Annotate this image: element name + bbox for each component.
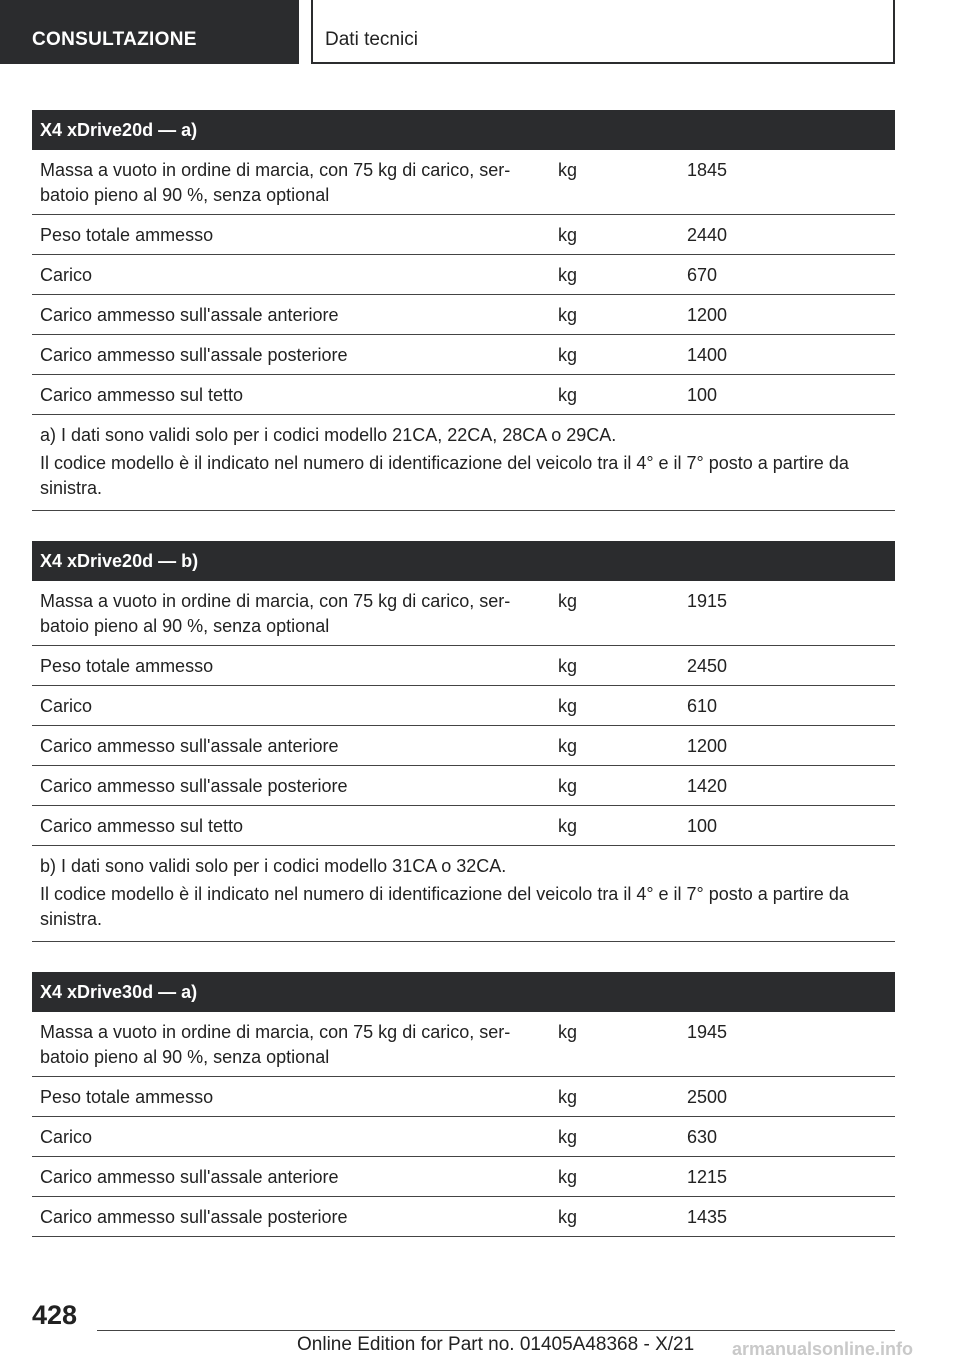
row-unit: kg	[558, 696, 578, 716]
footnote-text: Il codice modello è il indicato nel numero di identificazione del veicolo tra il 4° e il 7° posto a partire da sinistra.	[40, 884, 849, 929]
row-unit: kg	[558, 1167, 578, 1187]
spec-table	[32, 972, 895, 1237]
spec-tables	[32, 110, 895, 1267]
row-label: Massa a vuoto in ordine di marcia, con 75 kg di carico, ser- batoio pieno al 90 %, senza optional	[40, 160, 511, 205]
row-label: Carico ammesso sull'assale posteriore	[40, 1207, 348, 1227]
row-value: 1945	[687, 1022, 728, 1042]
row-value: 1215	[687, 1167, 728, 1187]
table-row	[32, 215, 895, 255]
row-unit: kg	[558, 1087, 578, 1107]
row-unit: kg	[558, 385, 578, 405]
row-label: Carico ammesso sull'assale posteriore	[40, 776, 348, 796]
row-unit: kg	[558, 1127, 578, 1147]
row-label: Carico	[40, 265, 93, 285]
row-value: 670	[687, 265, 718, 285]
row-unit: kg	[558, 591, 578, 611]
table-row	[32, 375, 895, 415]
table-row	[32, 1077, 895, 1117]
row-unit: kg	[558, 225, 578, 245]
row-unit: kg	[558, 305, 578, 325]
row-label: Carico	[40, 696, 93, 716]
row-label: Massa a vuoto in ordine di marcia, con 75 kg di carico, ser- batoio pieno al 90 %, senza optional	[40, 1022, 511, 1067]
row-value: 100	[687, 385, 718, 405]
section-tab	[0, 0, 299, 64]
table-row	[32, 295, 895, 335]
table-title: X4 xDrive20d — b)	[32, 541, 895, 581]
row-unit: kg	[558, 1022, 578, 1042]
table-row	[32, 150, 895, 215]
row-value: 2500	[687, 1087, 728, 1107]
row-label: Peso totale ammesso	[40, 656, 214, 676]
row-unit: kg	[558, 1207, 578, 1227]
chapter-header	[311, 0, 895, 64]
table-row	[32, 1117, 895, 1157]
row-value: 2440	[687, 225, 728, 245]
table-row	[32, 766, 895, 806]
page-number: 428	[32, 1300, 78, 1330]
row-value: 1200	[687, 736, 728, 756]
table-row	[32, 726, 895, 766]
spec-table	[32, 541, 895, 942]
row-value: 1420	[687, 776, 728, 796]
chapter-title: Dati tecnici	[325, 29, 418, 50]
row-label: Carico ammesso sul tetto	[40, 816, 244, 836]
table-row	[32, 806, 895, 846]
row-value: 1200	[687, 305, 728, 325]
row-label: Carico ammesso sull'assale anteriore	[40, 1167, 339, 1187]
table-footnote	[32, 415, 895, 511]
table-row	[32, 335, 895, 375]
table-row	[32, 1157, 895, 1197]
table-footnote	[32, 846, 895, 942]
row-unit: kg	[558, 656, 578, 676]
table-row	[32, 581, 895, 646]
footer-divider	[97, 1330, 895, 1331]
row-value: 1400	[687, 345, 728, 365]
row-value: 1845	[687, 160, 728, 180]
row-value: 1915	[687, 591, 728, 611]
section-title: CONSULTAZIONE	[32, 29, 197, 50]
row-unit: kg	[558, 816, 578, 836]
row-unit: kg	[558, 265, 578, 285]
row-label: Massa a vuoto in ordine di marcia, con 75 kg di carico, ser- batoio pieno al 90 %, senza optional	[40, 591, 511, 636]
footnote-text: b) I dati sono validi solo per i codici modello 31CA o 32CA.	[40, 856, 507, 876]
table-title: X4 xDrive20d — a)	[32, 110, 895, 150]
row-unit: kg	[558, 776, 578, 796]
table-row	[32, 255, 895, 295]
row-unit: kg	[558, 160, 578, 180]
table-row	[32, 1012, 895, 1077]
footnote-text: a) I dati sono validi solo per i codici modello 21CA, 22CA, 28CA o 29CA.	[40, 425, 617, 445]
row-value: 1435	[687, 1207, 728, 1227]
row-value: 2450	[687, 656, 728, 676]
row-label: Carico ammesso sul tetto	[40, 385, 244, 405]
watermark: armanualsonline.info	[732, 1339, 914, 1359]
table-row	[32, 686, 895, 726]
row-value: 610	[687, 696, 718, 716]
row-label: Carico	[40, 1127, 93, 1147]
footnote-text: Il codice modello è il indicato nel numero di identificazione del veicolo tra il 4° e il 7° posto a partire da sinistra.	[40, 453, 849, 498]
row-label: Peso totale ammesso	[40, 225, 214, 245]
table-row	[32, 1197, 895, 1237]
table-title: X4 xDrive30d — a)	[32, 972, 895, 1012]
row-label: Carico ammesso sull'assale posteriore	[40, 345, 348, 365]
row-label: Peso totale ammesso	[40, 1087, 214, 1107]
edition-note: Online Edition for Part no. 01405A48368 - X/21	[297, 1334, 695, 1355]
spec-table	[32, 110, 895, 511]
row-unit: kg	[558, 345, 578, 365]
table-row	[32, 646, 895, 686]
row-label: Carico ammesso sull'assale anteriore	[40, 305, 339, 325]
row-label: Carico ammesso sull'assale anteriore	[40, 736, 339, 756]
row-unit: kg	[558, 736, 578, 756]
row-value: 630	[687, 1127, 718, 1147]
row-value: 100	[687, 816, 718, 836]
